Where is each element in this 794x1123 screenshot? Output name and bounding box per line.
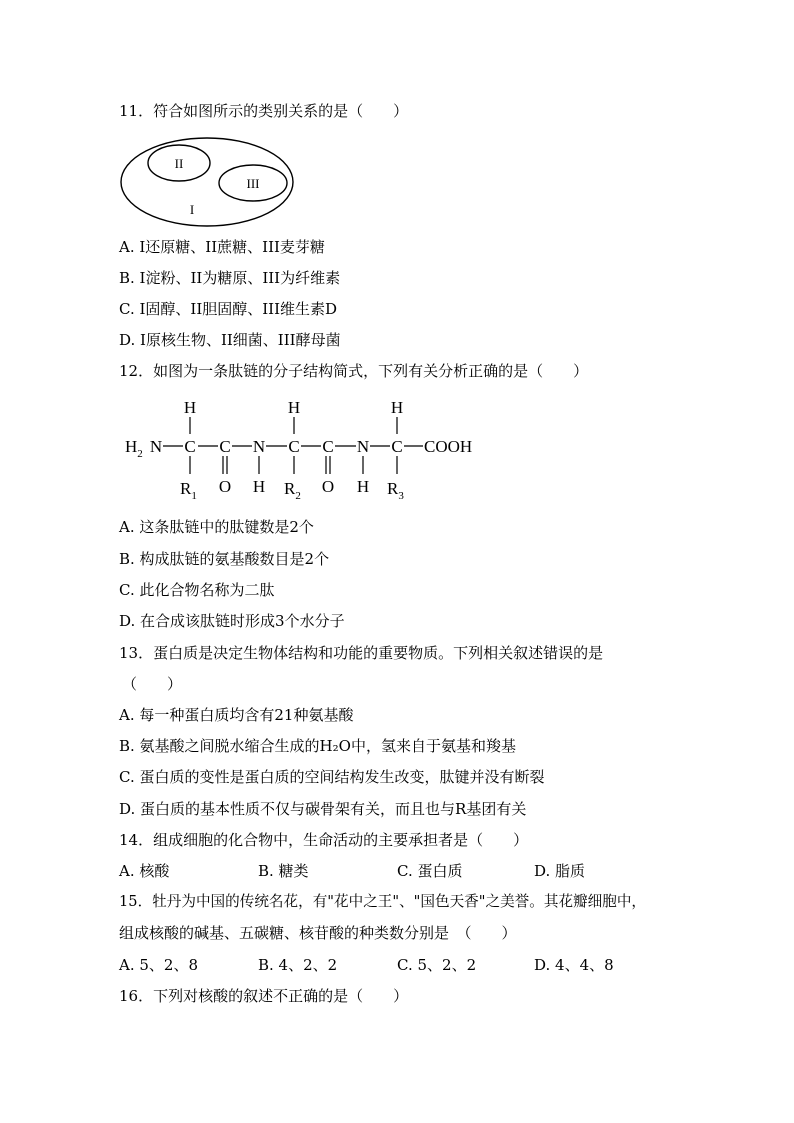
q13-option-b: B. 氨基酸之间脱水缩合生成的H₂O中，氢来自于氨基和羧基 — [119, 737, 516, 755]
q12-option-a: A. 这条肽链中的肽键数是2个 — [119, 518, 314, 536]
atom-h2: $H_2$ — [125, 437, 143, 460]
q11-option-c: C. I固醇、II胆固醇、III维生素D — [119, 300, 338, 318]
q15-stem-line2: 组成核酸的碱基、五碳糖、核苷酸的种类数分别是 （ ） — [119, 924, 517, 942]
q13-option-a: A. 每一种蛋白质均含有21种氨基酸 — [119, 706, 354, 724]
peptide-structure-diagram — [118, 392, 498, 507]
q11-venn-diagram — [118, 135, 298, 231]
atom-h-top-1: H — [183, 398, 197, 417]
label-II: II — [174, 156, 184, 171]
label-III: III — [246, 176, 260, 191]
atom-h-n-1: H — [252, 477, 266, 496]
group-cooh: COOH — [424, 437, 473, 456]
atom-n-2: N — [252, 437, 266, 456]
atom-n-1: N — [149, 437, 163, 456]
q11-option-d: D. I原核生物、II细菌、III酵母菌 — [119, 331, 341, 349]
q14-option-c: C. 蛋白质 — [397, 862, 463, 880]
q11-option-b: B. I淀粉、II为糖原、III为纤维素 — [119, 269, 341, 287]
q16-stem: 16．下列对核酸的叙述不正确的是（ ） — [119, 987, 409, 1005]
q15-option-c: C. 5、2、2 — [397, 956, 477, 974]
atom-c-2: C — [219, 437, 231, 456]
q14-stem: 14．组成细胞的化合物中，生命活动的主要承担者是（ ） — [119, 831, 529, 849]
q12-option-c: C. 此化合物名称为二肽 — [119, 581, 275, 599]
q11-option-a: A. I还原糖、II蔗糖、III麦芽糖 — [119, 238, 325, 256]
q12-option-b: B. 构成肽链的氨基酸数目是2个 — [119, 550, 330, 568]
q13-stem: 13．蛋白质是决定生物体结构和功能的重要物质。下列相关叙述错误的是 — [119, 644, 604, 662]
q14-option-a: A. 核酸 — [119, 862, 170, 880]
group-r2: $R_2$ — [284, 479, 301, 502]
atom-h-top-3: H — [390, 398, 404, 417]
atom-c-5: C — [391, 437, 403, 456]
q11-stem: 11．符合如图所示的类别关系的是（ ） — [119, 102, 409, 120]
atom-c-1: C — [184, 437, 196, 456]
label-I: I — [189, 202, 195, 217]
q15-option-d: D. 4、4、8 — [534, 956, 614, 974]
q14-option-d: D. 脂质 — [534, 862, 586, 880]
atom-c-3: C — [288, 437, 300, 456]
atom-h-top-2: H — [287, 398, 301, 417]
atom-n-3: N — [356, 437, 370, 456]
group-r3: $R_3$ — [387, 479, 404, 502]
q14-option-b: B. 糖类 — [258, 862, 309, 880]
atom-h-n-2: H — [356, 477, 370, 496]
q15-option-b: B. 4、2、2 — [258, 956, 338, 974]
group-r1: $R_1$ — [180, 479, 197, 502]
outer-ellipse-I — [121, 138, 293, 226]
atom-o-1: O — [218, 477, 232, 496]
q15-option-a: A. 5、2、8 — [119, 956, 198, 974]
q13-option-d: D. 蛋白质的基本性质不仅与碳骨架有关，而且也与R基团有关 — [119, 800, 527, 818]
q12-option-d: D. 在合成该肽链时形成3个水分子 — [119, 612, 345, 630]
q12-stem: 12．如图为一条肽链的分子结构简式，下列有关分析正确的是（ ） — [119, 362, 589, 380]
atom-c-4: C — [322, 437, 334, 456]
q13-option-c: C. 蛋白质的变性是蛋白质的空间结构发生改变，肽键并没有断裂 — [119, 768, 545, 786]
q15-stem-line1: 15．牡丹为中国的传统名花，有"花中之王"、"国色天香"之美誉。其花瓣细胞中， — [119, 893, 647, 910]
q13-stem-paren: （ ） — [122, 675, 183, 693]
atom-o-2: O — [321, 477, 335, 496]
